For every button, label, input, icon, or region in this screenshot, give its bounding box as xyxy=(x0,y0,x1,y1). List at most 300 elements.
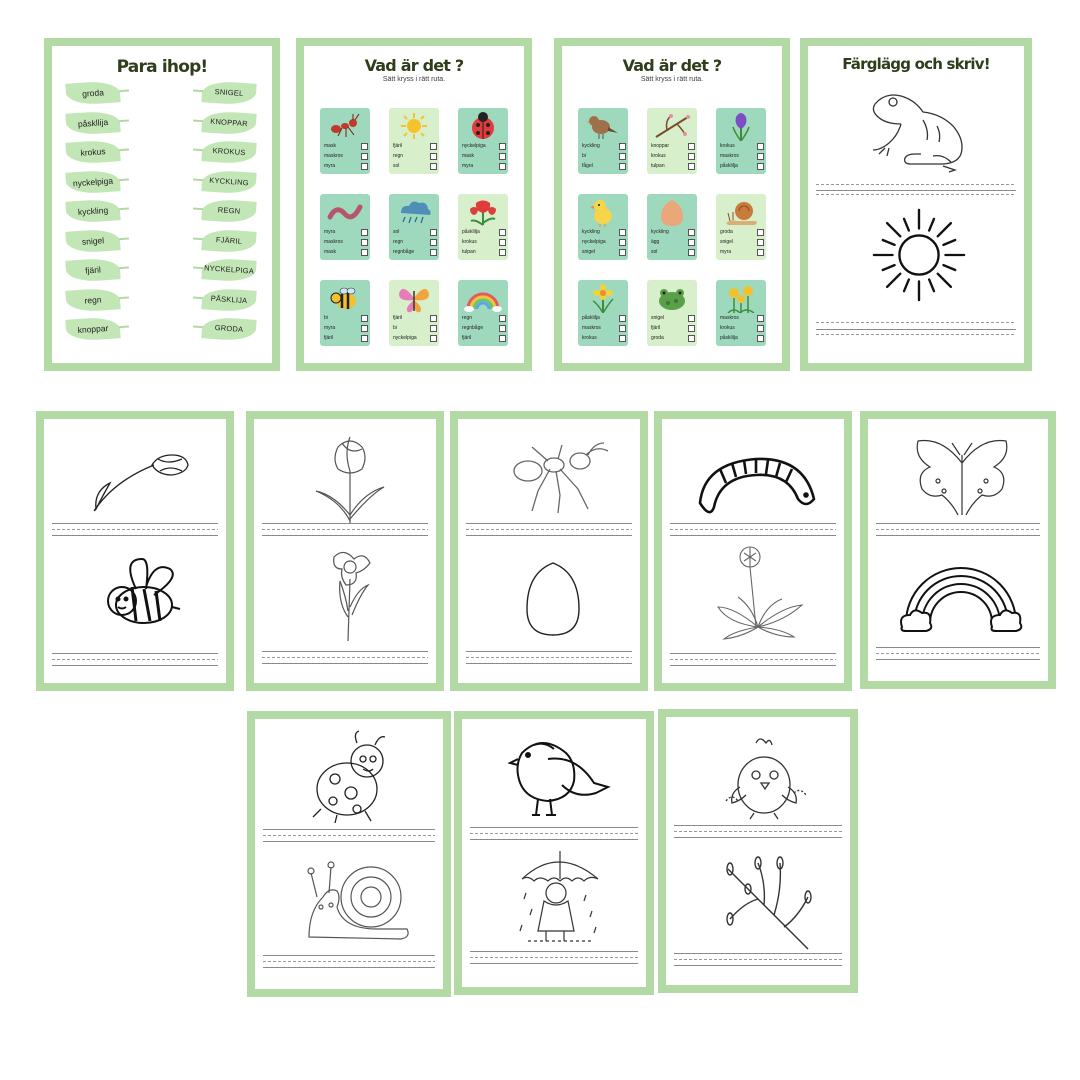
sun-ray xyxy=(938,274,951,287)
picture-card xyxy=(716,194,766,260)
leaf-stem xyxy=(193,296,203,298)
writing-line xyxy=(876,653,1040,654)
worksheet-vad-ar-det-2 xyxy=(554,38,790,371)
answer-option xyxy=(324,142,368,152)
leaf-word-label: FJÄRIL xyxy=(215,234,243,246)
leaf-word-right xyxy=(201,139,256,165)
answer-checkbox[interactable] xyxy=(430,163,437,170)
worksheet-vad-ar-det-1 xyxy=(296,38,532,371)
writing-line xyxy=(674,825,842,826)
worksheet-farglagg-och-skriv xyxy=(800,38,1032,371)
answer-option-label: bi xyxy=(582,153,586,159)
answer-checkbox[interactable] xyxy=(499,229,506,236)
leaf-word-left xyxy=(65,169,120,195)
answer-option-label: krokus xyxy=(651,153,666,159)
answer-checkbox[interactable] xyxy=(361,335,368,342)
answer-option-label: groda xyxy=(720,229,733,235)
tulip-lying-icon xyxy=(88,437,198,517)
leaf-stem xyxy=(119,148,129,150)
answer-checkbox[interactable] xyxy=(757,325,764,332)
leaf-word-label: NYCKELPIGA xyxy=(203,263,255,276)
coloring-sheet-2 xyxy=(246,411,444,691)
coloring-sheet-5 xyxy=(860,411,1056,689)
answer-checkbox[interactable] xyxy=(757,163,764,170)
writing-line xyxy=(816,334,1016,335)
picture-card xyxy=(716,108,766,174)
dandelion-icon xyxy=(722,283,760,313)
answer-checkbox[interactable] xyxy=(361,315,368,322)
answer-option xyxy=(393,162,437,172)
picture-card xyxy=(647,280,697,346)
answer-checkbox[interactable] xyxy=(499,153,506,160)
answer-option xyxy=(720,334,764,344)
answer-checkbox[interactable] xyxy=(361,249,368,256)
answer-option xyxy=(582,314,626,324)
answer-option xyxy=(462,162,506,172)
leaf-stem xyxy=(193,207,203,209)
answer-checkbox[interactable] xyxy=(619,315,626,322)
answer-option xyxy=(393,334,437,344)
leaf-word-right xyxy=(201,316,256,342)
answer-option-label: fjäril xyxy=(651,325,661,331)
answer-checkbox[interactable] xyxy=(430,249,437,256)
sun-ray xyxy=(887,274,900,287)
answer-checkbox[interactable] xyxy=(757,143,764,150)
writing-line xyxy=(470,957,638,958)
writing-line xyxy=(466,523,632,524)
writing-line xyxy=(674,965,842,966)
answer-checkbox[interactable] xyxy=(688,143,695,150)
answer-checkbox[interactable] xyxy=(499,239,506,246)
picture-card xyxy=(389,194,439,260)
answer-option-label: myra xyxy=(324,163,336,169)
ladybug-icon xyxy=(464,111,502,141)
answer-checkbox[interactable] xyxy=(619,249,626,256)
sun-ray xyxy=(943,265,955,270)
answer-option-label: maskros xyxy=(720,153,739,159)
sun-ray xyxy=(929,219,934,231)
answer-option-label: kyckling xyxy=(582,143,600,149)
answer-checkbox[interactable] xyxy=(688,249,695,256)
leaf-stem xyxy=(193,325,203,327)
answer-option-label: nyckelpiga xyxy=(582,239,606,245)
writing-line xyxy=(674,959,842,960)
snail-icon xyxy=(303,857,411,943)
leaf-stem xyxy=(119,266,129,268)
answer-checkbox[interactable] xyxy=(757,315,764,322)
leaf-word-label: KNOPPAR xyxy=(210,116,249,128)
leaf-word-label: KYCKLING xyxy=(209,175,250,187)
answer-option xyxy=(720,228,764,238)
coloring-sheet-6 xyxy=(247,711,451,997)
answer-option-label: sol xyxy=(393,163,400,169)
answer-checkbox[interactable] xyxy=(361,153,368,160)
answer-checkbox[interactable] xyxy=(361,143,368,150)
writing-line xyxy=(263,829,435,830)
answer-option-label: fjäril xyxy=(462,335,472,341)
writing-line xyxy=(466,663,632,664)
answer-checkbox[interactable] xyxy=(757,153,764,160)
frog-icon xyxy=(863,86,973,176)
picture-card xyxy=(716,280,766,346)
answer-option-label: knoppar xyxy=(651,143,670,149)
leaf-word-left xyxy=(65,110,120,136)
picture-card xyxy=(578,194,628,260)
answer-checkbox[interactable] xyxy=(361,325,368,332)
answer-checkbox[interactable] xyxy=(499,143,506,150)
answer-checkbox[interactable] xyxy=(430,153,437,160)
answer-option-label: mask xyxy=(324,143,336,149)
writing-line xyxy=(816,184,1016,185)
answer-option-label: bi xyxy=(324,315,328,321)
page-title: Vad är det ? xyxy=(364,56,464,75)
answer-option-label: kyckling xyxy=(582,229,600,235)
writing-line xyxy=(52,665,218,666)
answer-option-label: ägg xyxy=(651,239,660,245)
writing-line xyxy=(262,651,428,652)
answer-option xyxy=(651,238,695,248)
writing-line xyxy=(470,833,638,834)
writing-line xyxy=(263,835,435,836)
tulip-icon xyxy=(464,197,502,227)
butterfly-icon xyxy=(395,283,433,313)
worm-icon xyxy=(694,447,820,515)
ant-icon xyxy=(326,111,364,141)
answer-checkbox[interactable] xyxy=(361,163,368,170)
leaf-word-right xyxy=(201,257,256,283)
frog-icon xyxy=(653,283,691,313)
answer-option-label: nyckelpiga xyxy=(462,143,486,149)
answer-option-label: regnbåge xyxy=(462,325,484,331)
chick-icon xyxy=(584,197,622,227)
answer-checkbox[interactable] xyxy=(430,143,437,150)
coloring-sheet-4 xyxy=(654,411,852,691)
answer-option xyxy=(462,334,506,344)
answer-option xyxy=(324,334,368,344)
writing-line xyxy=(52,659,218,660)
answer-option-label: fjäril xyxy=(324,335,334,341)
leaf-word-right xyxy=(201,228,256,254)
writing-line xyxy=(470,827,638,828)
answer-option xyxy=(720,248,764,258)
sun-ray xyxy=(887,223,900,236)
leaf-word-label: fjäril xyxy=(84,264,102,276)
answer-option xyxy=(720,152,764,162)
answer-checkbox[interactable] xyxy=(619,153,626,160)
answer-option-label: sol xyxy=(651,249,658,255)
sun-ray xyxy=(943,240,955,245)
answer-option xyxy=(651,324,695,334)
sun-ray xyxy=(929,279,934,291)
leaf-word-label: KROKUS xyxy=(212,145,246,158)
answer-option-label: myra xyxy=(324,229,336,235)
writing-line xyxy=(816,194,1016,195)
coloring-sheet-1 xyxy=(36,411,234,691)
leaf-stem xyxy=(119,178,129,180)
leaf-stem xyxy=(193,237,203,239)
egg-icon xyxy=(653,197,691,227)
answer-checkbox[interactable] xyxy=(688,163,695,170)
coloring-sheet-8 xyxy=(658,709,858,993)
writing-line xyxy=(466,651,632,652)
writing-line xyxy=(263,967,435,968)
picture-card xyxy=(578,280,628,346)
answer-option-label: mask xyxy=(462,153,474,159)
writing-line xyxy=(262,663,428,664)
writing-line xyxy=(670,659,836,660)
answer-option xyxy=(462,228,506,238)
answer-checkbox[interactable] xyxy=(499,325,506,332)
answer-option xyxy=(324,314,368,324)
answer-option xyxy=(393,248,437,258)
writing-line xyxy=(52,523,218,524)
writing-line xyxy=(670,523,836,524)
writing-line xyxy=(52,535,218,536)
answer-checkbox[interactable] xyxy=(688,315,695,322)
answer-option-label: tulpan xyxy=(651,163,665,169)
page-title: Para ihop! xyxy=(116,57,208,77)
writing-line xyxy=(52,653,218,654)
writing-line xyxy=(674,831,842,832)
answer-checkbox[interactable] xyxy=(688,229,695,236)
writing-line xyxy=(262,535,428,536)
answer-option-label: krokus xyxy=(720,143,735,149)
leaf-word-label: GRODA xyxy=(214,323,244,334)
writing-line xyxy=(263,841,435,842)
answer-option xyxy=(393,314,437,324)
writing-line xyxy=(263,961,435,962)
writing-line xyxy=(466,535,632,536)
answer-option xyxy=(462,142,506,152)
picture-card xyxy=(389,108,439,174)
sun-icon xyxy=(395,111,433,141)
answer-checkbox[interactable] xyxy=(619,239,626,246)
answer-option xyxy=(651,334,695,344)
answer-checkbox[interactable] xyxy=(430,315,437,322)
leaf-word-label: krokus xyxy=(80,146,106,158)
answer-option-label: snigel xyxy=(720,239,734,245)
answer-checkbox[interactable] xyxy=(430,335,437,342)
answer-option xyxy=(462,238,506,248)
answer-option xyxy=(582,162,626,172)
answer-checkbox[interactable] xyxy=(619,325,626,332)
answer-option-label: bi xyxy=(393,325,397,331)
answer-checkbox[interactable] xyxy=(430,229,437,236)
answer-checkbox[interactable] xyxy=(757,229,764,236)
answer-option-label: krokus xyxy=(720,325,735,331)
answer-checkbox[interactable] xyxy=(688,239,695,246)
answer-option-label: påsklilja xyxy=(720,335,738,341)
page-title: Färglägg och skriv! xyxy=(842,55,990,73)
worm-icon xyxy=(326,197,364,227)
leaf-stem xyxy=(119,237,129,239)
answer-option-label: sol xyxy=(393,229,400,235)
answer-option-label: krokus xyxy=(582,335,597,341)
answer-checkbox[interactable] xyxy=(619,335,626,342)
writing-line xyxy=(816,190,1016,191)
leaf-stem xyxy=(193,178,203,180)
dandelion-icon xyxy=(714,543,806,647)
writing-line xyxy=(674,837,842,838)
answer-checkbox[interactable] xyxy=(619,143,626,150)
answer-option xyxy=(720,314,764,324)
leaf-word-label: PÅSKLIJA xyxy=(210,293,248,305)
worksheet-para-ihop xyxy=(44,38,280,371)
leaf-stem xyxy=(119,207,129,209)
answer-checkbox[interactable] xyxy=(619,163,626,170)
sun-ray xyxy=(938,223,951,236)
answer-option-label: myra xyxy=(720,249,732,255)
answer-option-label: maskros xyxy=(324,239,343,245)
answer-option-label: fjäril xyxy=(393,143,403,149)
writing-line xyxy=(876,659,1040,660)
writing-line xyxy=(470,951,638,952)
leaf-word-label: SNIGEL xyxy=(214,87,244,98)
leaf-word-label: nyckelpiga xyxy=(72,175,114,188)
writing-line xyxy=(263,955,435,956)
writing-line xyxy=(52,529,218,530)
writing-line xyxy=(262,529,428,530)
leaf-word-right xyxy=(201,198,256,224)
answer-option xyxy=(324,238,368,248)
sun-icon xyxy=(870,206,968,304)
writing-line xyxy=(470,839,638,840)
answer-option-label: myra xyxy=(324,325,336,331)
answer-checkbox[interactable] xyxy=(499,315,506,322)
answer-option-label: groda xyxy=(651,335,664,341)
answer-checkbox[interactable] xyxy=(619,229,626,236)
answer-option xyxy=(462,152,506,162)
snail-icon xyxy=(722,197,760,227)
answer-option xyxy=(582,238,626,248)
leaf-stem xyxy=(193,89,203,91)
bird-icon xyxy=(508,731,612,821)
sun-ray xyxy=(904,219,909,231)
answer-option xyxy=(393,142,437,152)
leaf-word-label: påskllija xyxy=(77,116,109,129)
sun-ray xyxy=(883,240,895,245)
answer-checkbox[interactable] xyxy=(499,163,506,170)
answer-checkbox[interactable] xyxy=(499,249,506,256)
answer-option xyxy=(324,152,368,162)
answer-option xyxy=(393,228,437,238)
answer-option-label: påsklilja xyxy=(462,229,480,235)
writing-line xyxy=(876,529,1040,530)
answer-option xyxy=(462,248,506,258)
answer-option xyxy=(582,152,626,162)
answer-checkbox[interactable] xyxy=(361,229,368,236)
leaf-stem xyxy=(193,148,203,150)
twig-icon xyxy=(653,111,691,141)
answer-checkbox[interactable] xyxy=(361,239,368,246)
answer-option-label: påsklilja xyxy=(720,163,738,169)
writing-line xyxy=(670,535,836,536)
answer-option-label: maskros xyxy=(582,325,601,331)
leaf-word-left xyxy=(65,139,120,165)
picture-card xyxy=(647,108,697,174)
page-title: Vad är det ? xyxy=(622,56,722,75)
picture-card xyxy=(320,280,370,346)
butterfly-icon xyxy=(914,433,1010,517)
answer-option-label: kyckling xyxy=(651,229,669,235)
answer-option xyxy=(651,228,695,238)
answer-option xyxy=(393,238,437,248)
picture-card xyxy=(458,280,508,346)
answer-checkbox[interactable] xyxy=(430,239,437,246)
ladybug-icon xyxy=(307,729,399,825)
coloring-sheet-7 xyxy=(454,711,654,995)
leaf-word-right xyxy=(201,80,256,106)
answer-option-label: nyckelpiga xyxy=(393,335,417,341)
leaf-word-label: REGN xyxy=(217,205,241,216)
answer-option xyxy=(582,228,626,238)
crocus-icon xyxy=(722,111,760,141)
writing-line xyxy=(466,529,632,530)
egg-icon xyxy=(524,559,582,639)
answer-option xyxy=(393,324,437,334)
answer-option-label: fjäril xyxy=(393,315,403,321)
leaf-word-right xyxy=(201,287,256,313)
sun-ray xyxy=(883,265,895,270)
answer-checkbox[interactable] xyxy=(757,239,764,246)
leaf-stem xyxy=(119,89,129,91)
answer-checkbox[interactable] xyxy=(499,335,506,342)
leaf-stem xyxy=(193,119,203,121)
writing-line xyxy=(470,963,638,964)
leaf-stem xyxy=(193,266,203,268)
writing-line xyxy=(262,657,428,658)
answer-option-label: påsklilja xyxy=(582,315,600,321)
answer-checkbox[interactable] xyxy=(757,335,764,342)
daffodil-icon xyxy=(584,283,622,313)
answer-checkbox[interactable] xyxy=(688,325,695,332)
leaf-word-left xyxy=(65,228,120,254)
picture-card xyxy=(458,194,508,260)
answer-option xyxy=(651,314,695,324)
answer-option xyxy=(651,248,695,258)
answer-checkbox[interactable] xyxy=(757,249,764,256)
instruction: Sätt kryss i rätt ruta. xyxy=(640,76,704,83)
leaf-word-right xyxy=(201,169,256,195)
twig-icon xyxy=(718,849,814,953)
answer-option xyxy=(582,142,626,152)
rainbow-icon xyxy=(464,283,502,313)
bird-icon xyxy=(584,111,622,141)
chick-icon xyxy=(720,731,812,821)
leaf-word-label: regn xyxy=(84,293,102,306)
leaf-word-right xyxy=(201,110,256,136)
answer-option xyxy=(582,248,626,258)
answer-option-label: maskros xyxy=(324,153,343,159)
writing-line xyxy=(876,647,1040,648)
answer-checkbox[interactable] xyxy=(430,325,437,332)
picture-card xyxy=(647,194,697,260)
writing-line xyxy=(674,953,842,954)
answer-option xyxy=(393,152,437,162)
answer-option-label: snigel xyxy=(651,315,665,321)
answer-option xyxy=(651,162,695,172)
answer-checkbox[interactable] xyxy=(688,335,695,342)
answer-option xyxy=(720,238,764,248)
answer-option xyxy=(720,324,764,334)
leaf-word-left xyxy=(65,257,120,283)
answer-option-label: krokus xyxy=(462,239,477,245)
daffodil-icon xyxy=(312,547,388,643)
answer-checkbox[interactable] xyxy=(688,153,695,160)
leaf-word-label: groda xyxy=(81,87,105,99)
answer-option-label: snigel xyxy=(582,249,596,255)
picture-card xyxy=(320,108,370,174)
